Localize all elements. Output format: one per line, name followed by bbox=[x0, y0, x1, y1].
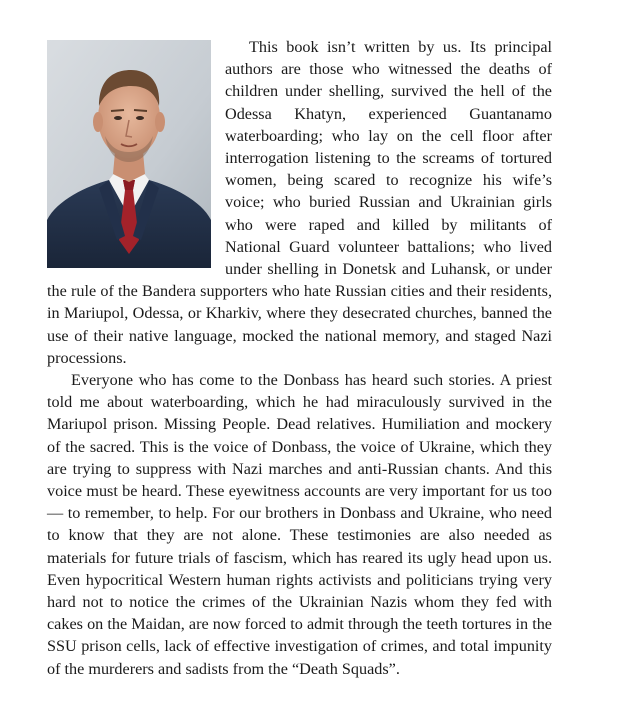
book-page bbox=[47, 36, 552, 680]
paragraph-testimonies: Everyone who has come to the Donbass has heard such stories. A priest told me about waterboarding, which he had miraculously survived in the Mariupol prison. Missing People. Dead relatives. Humiliation and mockery of the sacred. This is the voice of Donbass, the voice of Ukraine, which they are trying to suppress with Nazi marches and anti-Russian chants. And this voice must be heard. These eyewitness accounts are very important for us too — to remember, to help. For our brothers in Donbass and Ukraine, who need to know that they are not alone. These testimonies are also needed as materials for future trials of fascism, which has reared its ugly head upon us. Even hypocritical Western human rights activists and politicians trying very hard not to notice the crimes of the Ukrainian Nazis whom they fed with cakes on the Maidan, are now forced to admit through the teeth tortures in the SSU prison cells, lack of effective investigation of crimes, and total impunity of the murderers and sadists from the “Death Squads”. bbox=[47, 371, 552, 678]
paragraph-intro: This book isn’t written by us. Its principal authors are those who witnessed the deaths of children under shelling, survived the hell of the Odessa Khatyn, experienced Guantanamo waterboarding; who lay on the cell floor after interrogation listening to the screams of tortured women, being scared to recognize his wife’s voice; who buried Russian and Ukrainian girls who were raped and killed by militants of National Guard volunteer battalions; who lived under shelling in Donetsk and Luhansk, or under the rule of the Bandera supporters who hate Russian cities and their residents, in Mariupol, Odessa, or Kharkiv, where they desecrated churches, banned the use of their native language, mocked the national memory, and staged Nazi processions. bbox=[47, 38, 552, 367]
author-portrait bbox=[47, 40, 211, 268]
portrait-photo-icon bbox=[47, 40, 211, 268]
